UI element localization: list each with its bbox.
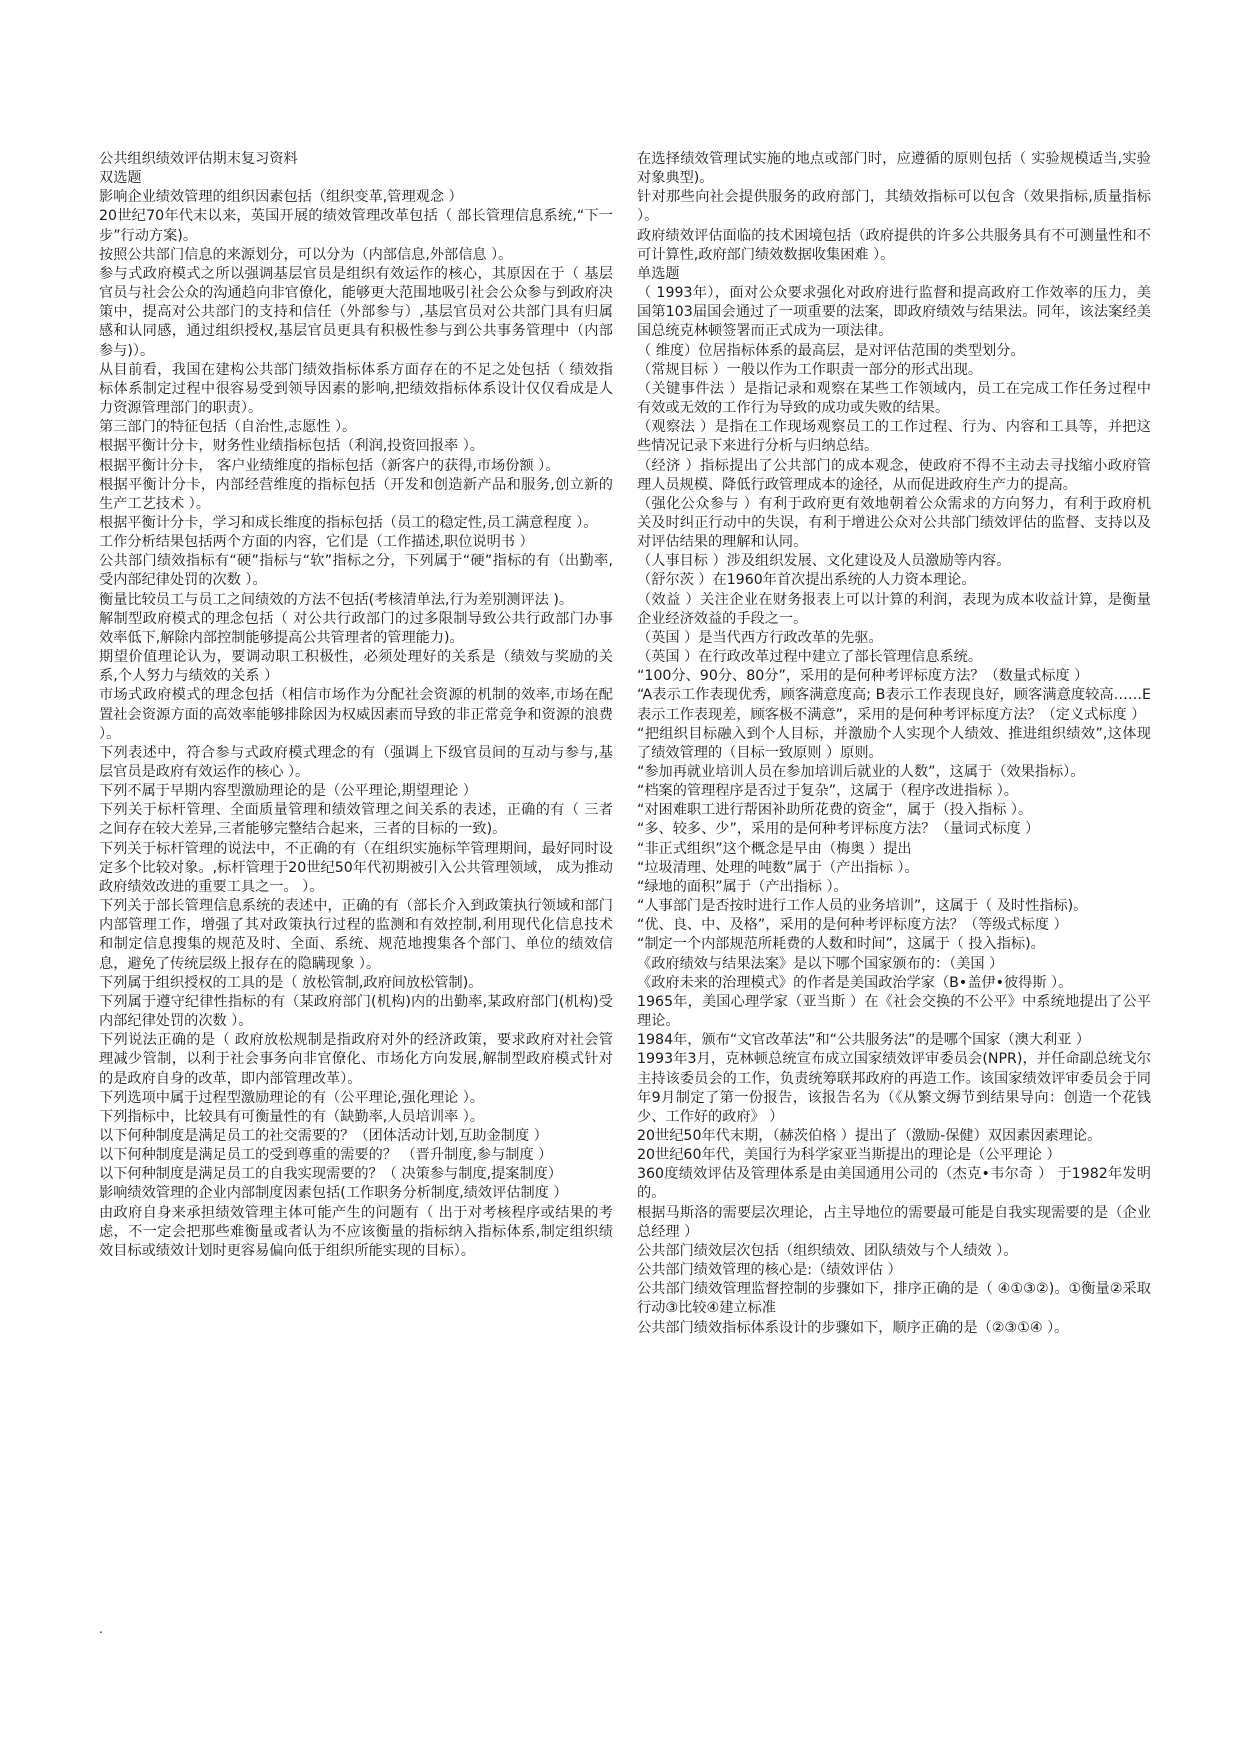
- left-column-paragraph: 期望价值理论认为，要调动职工积极性，必须处理好的关系是（绩效与奖励的关系,个人努力与绩效的关系 ）: [99, 649, 613, 685]
- left-column-paragraph: 下列属于组织授权的工具的是（ 放松管制,政府间放松管制)。: [99, 974, 483, 991]
- right-column-paragraph: “人事部门是否按时进行工作人员的业务培训”，这属于（ 及时性指标)。: [637, 898, 1088, 915]
- right-column-paragraph: 360度绩效评估及管理体系是由美国通用公司的（杰克•韦尔奇 ） 于1982年发明的。: [637, 1166, 1151, 1202]
- left-column-paragraph: 工作分析结果包括两个方面的内容，它们是（工作描述,职位说明书 ）: [99, 534, 534, 551]
- left-column-paragraph: 下列不属于早期内容型激励理论的是（公平理论,期望理论 ）: [99, 783, 477, 800]
- right-column: [637, 150, 1151, 1338]
- left-column-paragraph: 第三部门的特征包括（自治性,志愿性 ）。: [99, 419, 357, 436]
- right-column-paragraph: “制定一个内部规范所耗费的人数和时间”，这属于（ 投入指标)。: [637, 936, 1045, 953]
- right-column-paragraph: “100分、90分、80分”，采用的是何种考评标度方法？（数量式标度 ）: [637, 668, 1089, 685]
- left-column-paragraph: 下列说法正确的是（ 政府放松规制是指政府对外的经济政策，要求政府对社会管理减少管制，以利于社会事务向非官僚化、市场化方向发展,解制型政府模式针对的是政府自身的改革，即内部管理改革）。: [99, 1032, 613, 1087]
- right-column-paragraph: 20世纪50年代末期，（赫茨伯格 ）提出了（激励-保健）双因素因素理论。: [637, 1127, 1102, 1144]
- left-column-list: [99, 169, 613, 1261]
- left-column-paragraph: 双选题: [99, 170, 142, 187]
- left-column-paragraph: 根据平衡计分卡， 客户业绩维度的指标包括（新客户的获得,市场份额 ）。: [99, 457, 560, 474]
- right-column-paragraph: （效益 ）关注企业在财务报表上可以计算的利润，表现为成本收益计算，是衡量企业经济效益的手段之一。: [637, 591, 1151, 627]
- left-column-paragraph: 根据平衡计分卡，学习和成长维度的指标包括（员工的稳定性,员工满意程度 ）。: [99, 514, 598, 531]
- right-column-paragraph: （ 1993年），面对公众要求强化对政府进行监督和提高政府工作效率的压力，美国第103届国会通过了一项重要的法案，即政府绩效与结果法。同年，该法案经美国总统克林顿签署而正式成为一项法律。: [637, 285, 1151, 340]
- left-column-paragraph: 影响绩效管理的企业内部制度因素包括(工作职务分析制度,绩效评估制度 ）: [99, 1185, 568, 1202]
- right-column-paragraph: “非正式组织”这个概念是早由（梅奥 ）提出: [637, 840, 912, 857]
- left-column-paragraph: 下列关于部长管理信息系统的表述中，正确的有（部长介入到政策执行领域和部门内部管理工作，增强了其对政策执行过程的监测和有效控制,利用现代化信息技术和制定信息搜集的规范及时、全面、系统、规范地搜集各个部门、单位的绩效信息，避免了传统层级上报存在的隐瞒现象 ）。: [99, 898, 613, 972]
- right-column-paragraph: （关键事件法 ）是指记录和观察在某些工作领域内，员工在完成工作任务过程中有效或无效的工作行为导致的成功或失败的结果。: [637, 380, 1151, 417]
- left-column-paragraph: 20世纪70年代末以来，英国开展的绩效管理改革包括（ 部长管理信息系统,“下一步”行动方案)。: [99, 208, 613, 244]
- left-column-paragraph: 下列属于遵守纪律性指标的有（某政府部门(机构)内的出勤率,某政府部门(机构)受内部纪律处罚的次数 ）。: [99, 993, 613, 1030]
- left-column-paragraph: 根据平衡计分卡，财务性业绩指标包括（利润,投资回报率 ）。: [99, 438, 484, 455]
- right-column-paragraph: （ 维度）位居指标体系的最高层，是对评估范围的类型划分。: [637, 342, 1025, 359]
- right-column-paragraph: 《政府绩效与结果法案》是以下哪个国家颁布的：（美国 ）: [637, 955, 1004, 972]
- right-column-paragraph: （舒尔茨 ）在1960年首次提出系统的人力资本理论。: [637, 572, 976, 589]
- left-column-paragraph: 下列选项中属于过程型激励理论的有（公平理论,强化理论 ）。: [99, 1089, 484, 1106]
- right-column-paragraph: 公共部门绩效层次包括（组织绩效、团队绩效与个人绩效 ）。: [637, 1242, 1018, 1259]
- right-column-paragraph: “绿地的面积”属于（产出指标 ）。: [637, 878, 848, 895]
- left-column-paragraph: 下列表述中，符合参与式政府模式理念的有（强调上下级官员间的互动与参与,基层官员是政府有效运作的核心 ）。: [99, 744, 613, 780]
- right-column-paragraph: 在选择绩效管理试实施的地点或部门时，应遵循的原则包括（ 实验规模适当,实验对象典型)。: [637, 151, 1151, 187]
- left-column-paragraph: 影响企业绩效管理的组织因素包括（组织变革,管理观念 ）: [99, 189, 463, 206]
- right-column-paragraph: “A表示工作表现优秀，顾客满意度高; B表示工作表现良好，顾客满意度较高……E表示工作表现差，顾客极不满意”，采用的是何种考评标度方法？（定义式标度 ）: [637, 687, 1151, 723]
- right-column-paragraph: （强化公众参与 ）有利于政府更有效地朝着公众需求的方向努力，有利于政府机关及时纠正行动中的失误，有利于增进公众对公共部门绩效评估的监督、支持以及对评估结果的理解和认同。: [637, 495, 1151, 551]
- right-column-paragraph: 1993年3月，克林顿总统宣布成立国家绩效评审委员会(NPR)，并任命副总统戈尔主持该委员会的工作，负责统筹联邦政府的再造工作。该国家绩效评审委员会于同年9月制定了第一份报告，该报告名为（《从繁文缛节到结果导向：创造一个花钱少、工作好的政府》 ）: [637, 1051, 1151, 1125]
- left-column-paragraph: 以下何种制度是满足员工的社交需要的？（团体活动计划,互助金制度 ）: [99, 1127, 548, 1144]
- right-column-paragraph: 政府绩效评估面临的技术困境包括（政府提供的许多公共服务具有不可测量性和不可计算性,政府部门绩效数据收集困难 ）。: [637, 227, 1151, 263]
- left-column-paragraph: 下列关于标杆管理、全面质量管理和绩效管理之间关系的表述，正确的有（ 三者之间存在较大差异,三者能够完整结合起来，三者的目标的一致)。: [99, 802, 613, 838]
- left-column: [99, 150, 613, 1261]
- right-column-paragraph: 《政府未来的治理模式》的作者是美国政治学家（B•盖伊•彼得斯 ）。: [637, 974, 1073, 991]
- left-column-paragraph: 以下何种制度是满足员工的受到尊重的需要的？ （晋升制度,参与制度 ）: [99, 1147, 553, 1164]
- right-column-paragraph: “把组织目标融入到个人目标，并激励个人实现个人绩效、推进组织绩效”,这体现了绩效管理的（目标一致原则 ）原则。: [637, 725, 1151, 761]
- right-column-paragraph: （观察法 ）是指在工作现场观察员工的工作过程、行为、内容和工具等，并把这些情况记录下来进行分析与归纳总结。: [637, 419, 1151, 455]
- right-column-paragraph: “多、较多、少”，采用的是何种考评标度方法？（量词式标度 ）: [637, 821, 1040, 838]
- left-column-paragraph: 公共部门绩效指标有“硬”指标与“软”指标之分，下列属于“硬”指标的有（出勤率,受内部纪律处罚的次数 ）。: [99, 553, 613, 589]
- right-column-paragraph: “垃圾清理、处理的吨数”属于（产出指标 ）。: [637, 859, 919, 876]
- left-column-paragraph: 市场式政府模式的理念包括（相信市场作为分配社会资源的机制的效率,市场在配置社会资源方面的高效率能够排除因为权威因素而导致的非正常竞争和资源的浪费 ）。: [99, 687, 613, 742]
- left-column-paragraph: 以下何种制度是满足员工的自我实现需要的？（ 决策参与制度,提案制度）: [99, 1166, 563, 1183]
- right-column-paragraph: 公共部门绩效管理监督控制的步骤如下，排序正确的是（ ④①③②)。①衡量②采取行动③比较④建立标准: [637, 1281, 1151, 1317]
- left-column-paragraph: 解制型政府模式的理念包括（ 对公共行政部门的过多限制导致公共行政部门办事效率低下,解除内部控制能够提高公共管理者的管理能力)。: [99, 610, 613, 646]
- right-column-paragraph: 20世纪60年代，美国行为科学家亚当斯提出的理论是（公平理论 ）: [637, 1147, 1061, 1164]
- right-column-paragraph: （经济 ）指标提出了公共部门的成本观念，使政府不得不主动去寻找缩小政府管理人员规模、降低行政管理成本的途径，从而促进政府生产力的提高。: [637, 457, 1151, 493]
- right-column-paragraph: （英国 ）在行政改革过程中建立了部长管理信息系统。: [637, 649, 983, 666]
- left-column-paragraph: 参与式政府模式之所以强调基层官员是组织有效运作的核心，其原因在于（ 基层官员与社会公众的沟通趋向非官僚化，能够更大范围地吸引社会公众参与到政府决策中，提高对公共部门的支持和信任（外部参与）,基层官员对公共部门具有归属感和认同感，通过组织授权,基层官员更具有积极性参与到公共事务管理中（内部参与)）。: [99, 265, 613, 359]
- right-column-paragraph: “档案的管理程序是否过于复杂”，这属于（程序改进指标 ）。: [637, 783, 1018, 800]
- left-column-paragraph: 由政府自身来承担绩效管理主体可能产生的问题有（ 出于对考核程序或结果的考虑，不一定会把那些难衡量或者认为不应该衡量的指标纳入指标体系,制定组织绩效目标或绩效计划时更容易偏向低于组织所能实现的目标）。: [99, 1204, 613, 1259]
- left-column-paragraph: 从目前看，我国在建构公共部门绩效指标体系方面存在的不足之处包括（ 绩效指标体系制定过程中很容易受到领导因素的影响,把绩效指标体系设计仅仅看成是人力资源管理部门的职责）。: [99, 361, 613, 417]
- right-column-paragraph: 公共部门绩效指标体系设计的步骤如下，顺序正确的是（②③①④ ）。: [637, 1319, 1069, 1336]
- right-column-paragraph: 公共部门绩效管理的核心是:（绩效评估 ）: [637, 1262, 902, 1279]
- left-column-paragraph: 下列关于标杆管理的说法中，不正确的有（在组织实施标竿管理期间，最好同时设定多个比较对象。,标杆管理于20世纪50年代初期被引入公共管理领域， 成为推动政府绩效改进的重要工具之一。 ）。: [99, 840, 613, 895]
- right-column-paragraph: 根据马斯洛的需要层次理论，占主导地位的需要最可能是自我实现需要的是（企业总经理 ）: [637, 1204, 1151, 1240]
- right-column-list: [637, 150, 1151, 1338]
- right-column-paragraph: （常规目标 ）一般以作为工作职责一部分的形式出现。: [637, 361, 983, 378]
- right-column-paragraph: “对困难职工进行帮困补助所花费的资金”，属于（投入指标 ）。: [637, 802, 1033, 819]
- right-column-paragraph: 单选题: [637, 265, 680, 282]
- left-column-paragraph: 衡量比较员工与员工之间绩效的方法不包括(考核清单法,行为差别测评法 )。: [99, 591, 574, 608]
- right-column-paragraph: （英国 ）是当代西方行政改革的先驱。: [637, 629, 883, 646]
- footer-mark: .: [99, 1622, 103, 1636]
- right-column-paragraph: 1965年，美国心理学家（亚当斯 ）在《社会交换的不公平》中系统地提出了公平理论。: [637, 993, 1151, 1030]
- right-column-paragraph: “优、良、中、及格”，采用的是何种考评标度方法？（等级式标度 ）: [637, 917, 1068, 934]
- right-column-paragraph: 针对那些向社会提供服务的政府部门，其绩效指标可以包含（效果指标,质量指标 ）。: [637, 189, 1151, 225]
- left-column-paragraph: 按照公共部门信息的来源划分，可以分为（内部信息,外部信息 ）。: [99, 246, 513, 263]
- document-title: 公共组织绩效评估期末复习资料: [99, 151, 298, 167]
- right-column-paragraph: 1984年，颁布“文官改革法”和“公共服务法”的是哪个国家（澳大利亚 ）: [637, 1032, 1091, 1049]
- right-column-paragraph: “参加再就业培训人员在参加培训后就业的人数”，这属于（效果指标）。: [637, 764, 1085, 780]
- left-column-paragraph: 下列指标中，比较具有可衡量性的有（缺勤率,人员培训率 ）。: [99, 1108, 484, 1125]
- left-column-paragraph: 根据平衡计分卡，内部经营维度的指标包括（开发和创造新产品和服务,创立新的生产工艺技术 ）。: [99, 476, 613, 512]
- right-column-paragraph: （人事目标 ）涉及组织发展、文化建设及人员激励等内容。: [637, 553, 1011, 570]
